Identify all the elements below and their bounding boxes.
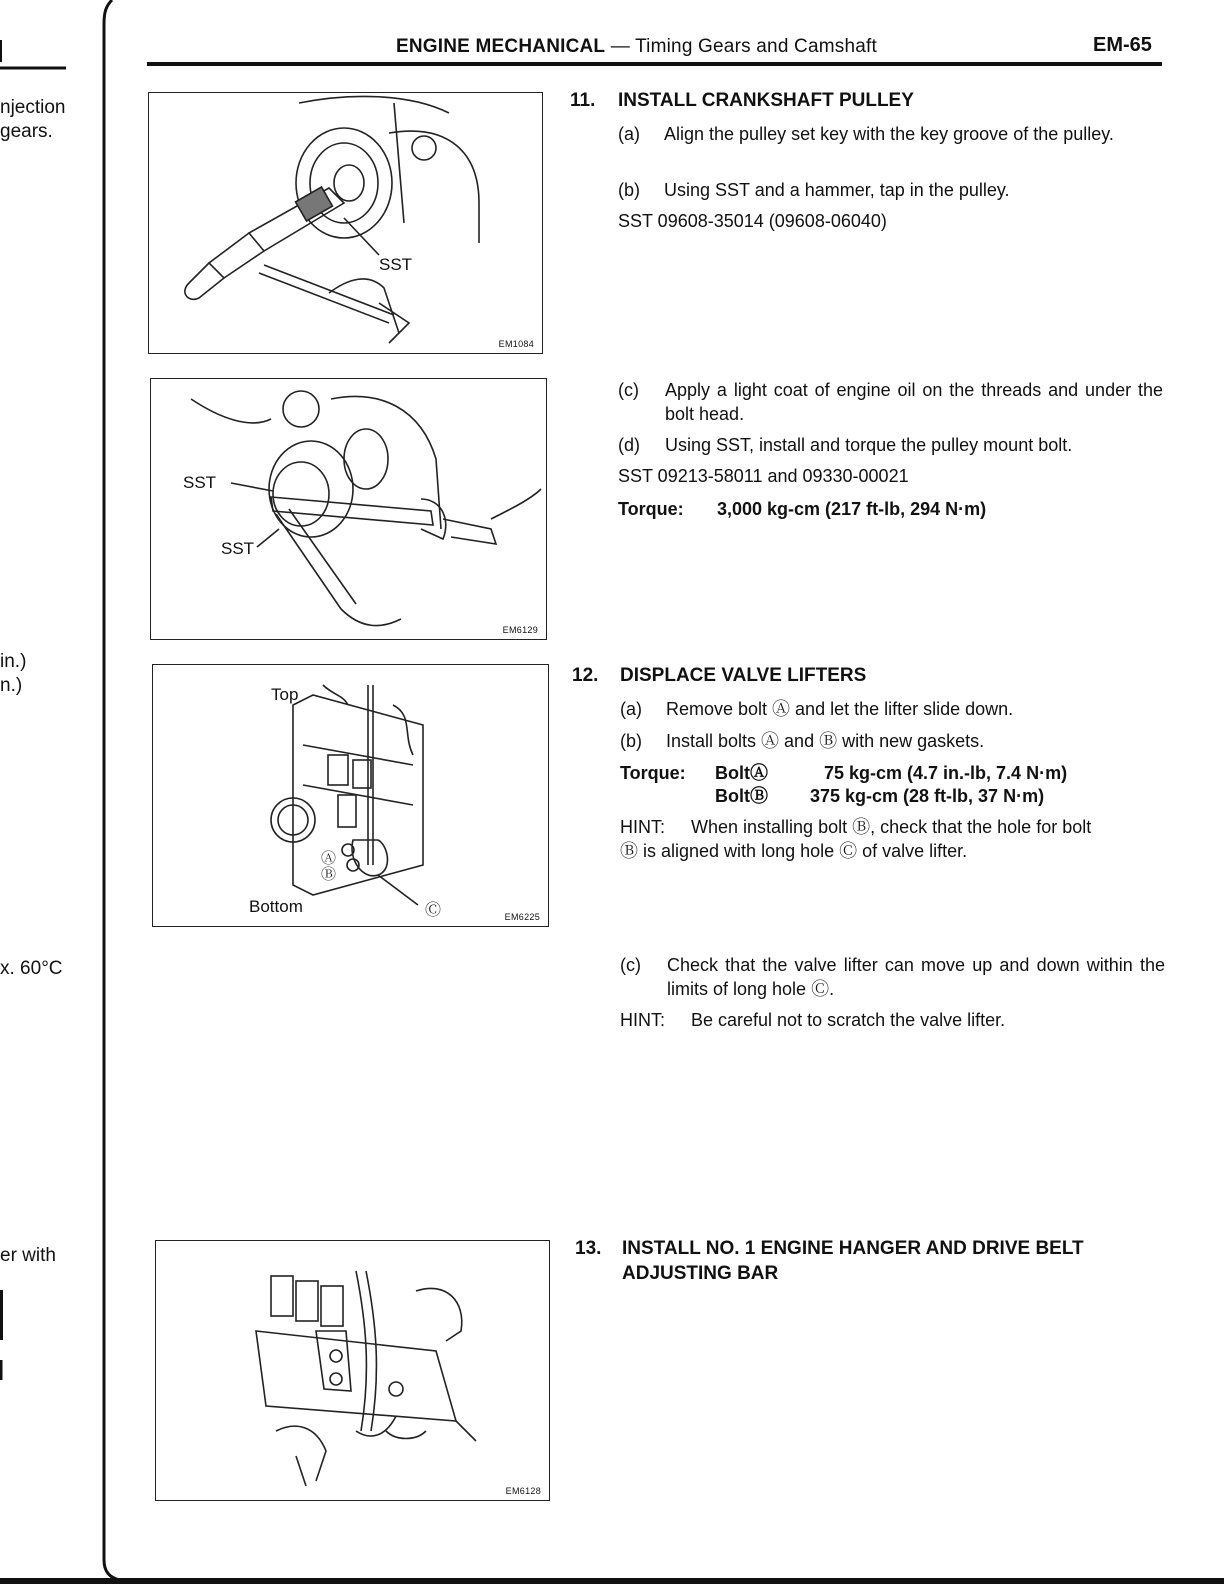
illustration-pulley-torque-wrench	[151, 379, 546, 639]
header-rule	[147, 62, 1162, 66]
torque-label: Torque:	[620, 763, 686, 783]
sst-number: SST 09213-58011 and 09330-00021	[618, 466, 909, 486]
sst-number: SST 09608-35014 (09608-06040)	[618, 211, 887, 231]
figure-label: SST	[221, 539, 255, 558]
margin-fragment: er with	[0, 1245, 56, 1266]
hint-label: HINT:	[620, 1010, 665, 1030]
figure-label: SST	[183, 473, 217, 492]
item-text: Align the pulley set key with the key groove of the pulley.	[664, 124, 1114, 144]
figure-pulley-bolt-torque	[150, 378, 547, 640]
item-text: Check that the valve lifter can move up and down within the limits of long hole Ⓒ.	[667, 955, 1165, 999]
step-number: 13.	[575, 1238, 602, 1259]
hint-text: When installing bolt Ⓑ, check that the hole for bolt	[691, 817, 1092, 837]
page-binding-edge	[0, 0, 120, 1584]
hint-text: Be careful not to scratch the valve lifter.	[691, 1010, 1006, 1030]
item-text: Install bolts Ⓐ and Ⓑ with new gaskets.	[666, 731, 985, 751]
step-title: INSTALL CRANKSHAFT PULLEY	[618, 90, 914, 111]
item-letter: (c)	[618, 380, 639, 400]
margin-fragment: in.)	[0, 651, 27, 672]
bolt-a-torque: 75 kg-cm (4.7 in.-lb, 7.4 N·m)	[824, 763, 1068, 783]
figure-label: Bottom	[249, 897, 303, 916]
item-text: Apply a light coat of engine oil on the threads and under the bolt head.	[665, 380, 1163, 424]
item-letter: (d)	[618, 435, 640, 455]
margin-fragment: n.)	[0, 675, 23, 696]
item-letter: (b)	[620, 731, 642, 751]
item-letter: (c)	[620, 955, 641, 975]
torque-value: 3,000 kg-cm (217 ft-lb, 294 N·m)	[717, 499, 987, 519]
figure-crankshaft-pulley-tap	[148, 92, 543, 354]
item-text: Using SST and a hammer, tap in the pulley.	[664, 180, 1010, 200]
item-letter: (b)	[618, 180, 640, 200]
hint-text: Ⓑ is aligned with long hole Ⓒ of valve lifter.	[620, 841, 968, 861]
torque-label: Torque:	[618, 499, 684, 519]
illustration-valve-lifter	[153, 665, 548, 926]
figure-code: EM6128	[505, 1486, 541, 1496]
step-title: ADJUSTING BAR	[622, 1263, 779, 1284]
margin-fragment: njection	[0, 97, 66, 118]
figure-label: Ⓑ	[321, 866, 337, 883]
hint-label: HINT:	[620, 817, 665, 837]
step-title: DISPLACE VALVE LIFTERS	[620, 665, 867, 686]
bolt-a-label: BoltⒶ	[715, 763, 768, 783]
illustration-pulley-hammer	[149, 93, 542, 353]
item-text: Using SST, install and torque the pulley mount bolt.	[665, 435, 1073, 455]
figure-label: Ⓐ	[321, 850, 337, 867]
header-dash: —	[605, 36, 636, 57]
item-letter: (a)	[618, 124, 640, 144]
subsection-title: Timing Gears and Camshaft	[635, 36, 877, 57]
page-code: EM-65	[1093, 34, 1152, 56]
figure-label: Top	[271, 685, 299, 704]
figure-engine-hanger	[155, 1240, 550, 1501]
figure-code: EM6129	[502, 625, 538, 635]
item-letter: (a)	[620, 699, 642, 719]
figure-code: EM1084	[498, 339, 534, 349]
page-header-title	[396, 36, 877, 58]
bolt-b-torque: 375 kg-cm (28 ft-lb, 37 N·m)	[810, 786, 1045, 806]
page-bottom-edge	[0, 1578, 1224, 1584]
step-title: INSTALL NO. 1 ENGINE HANGER AND DRIVE BELT	[622, 1238, 1084, 1259]
figure-code: EM6225	[504, 912, 540, 922]
step-number: 11.	[570, 90, 596, 111]
step-number: 12.	[572, 665, 599, 686]
item-text: Remove bolt Ⓐ and let the lifter slide down.	[666, 699, 1014, 719]
figure-valve-lifter-bolts	[152, 664, 549, 927]
margin-fragment: gears.	[0, 121, 53, 142]
illustration-engine-hanger	[156, 1241, 549, 1500]
figure-label: SST	[379, 255, 413, 274]
bolt-b-label: BoltⒷ	[715, 786, 768, 806]
figure-label: Ⓒ	[425, 902, 442, 919]
section-title: ENGINE MECHANICAL	[396, 36, 606, 57]
margin-fragment: x. 60°C	[0, 958, 63, 979]
